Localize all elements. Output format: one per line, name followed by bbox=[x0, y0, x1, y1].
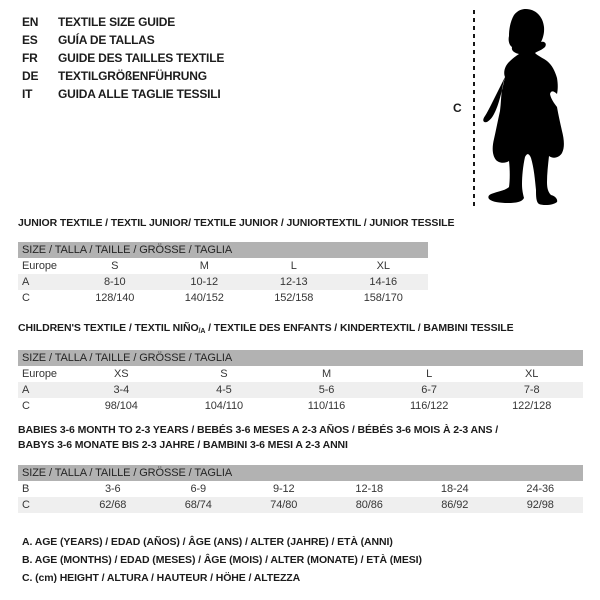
language-row-de bbox=[22, 67, 224, 85]
height-cell: 86/92 bbox=[441, 499, 469, 511]
table-row bbox=[18, 382, 583, 398]
height-cell: 68/74 bbox=[184, 499, 212, 511]
height-cell: 122/128 bbox=[512, 400, 552, 412]
height-cell: 92/98 bbox=[526, 499, 554, 511]
size-cell: L bbox=[426, 368, 433, 380]
age-cell: 9-12 bbox=[272, 483, 295, 495]
table-row bbox=[18, 258, 428, 274]
row-label: C bbox=[22, 400, 30, 412]
junior-size-header: SIZE / TALLA / TAILLE / GRÖSSE / TAGLIA bbox=[18, 242, 428, 258]
size-cell: M bbox=[321, 368, 332, 380]
height-cell: 110/116 bbox=[307, 400, 346, 412]
language-code: IT bbox=[22, 87, 33, 101]
children-section bbox=[18, 321, 583, 414]
age-cell: 3-6 bbox=[104, 483, 121, 495]
age-cell: 24-36 bbox=[526, 483, 555, 495]
row-label: A bbox=[22, 384, 30, 396]
age-cell: 18-24 bbox=[440, 483, 469, 495]
junior-section-title: JUNIOR TEXTILE / TEXTIL JUNIOR/ TEXTILE JUNIOR / JUNIORTEXTIL / JUNIOR TESSILE bbox=[18, 217, 455, 229]
language-guide-header bbox=[22, 13, 224, 103]
children-section-title bbox=[18, 321, 583, 339]
toddler-silhouette-icon bbox=[480, 0, 600, 220]
size-cell: XL bbox=[376, 260, 390, 272]
language-row-es bbox=[22, 31, 224, 49]
row-label: C bbox=[22, 292, 30, 304]
age-cell: 12-18 bbox=[355, 483, 384, 495]
language-code: FR bbox=[22, 51, 38, 65]
babies-section-title-line1: BABIES 3-6 MONTH TO 2-3 YEARS / BEBÉS 3-6 MESES A 2-3 AÑOS / BÉBÉS 3-6 MOIS À 2-3 ANS / bbox=[18, 424, 499, 436]
junior-size-table bbox=[18, 242, 428, 306]
height-measure-label: C bbox=[453, 101, 462, 115]
table-row bbox=[18, 497, 583, 513]
language-title: TEXTILE SIZE GUIDE bbox=[58, 15, 176, 29]
age-cell: 10-12 bbox=[190, 276, 219, 288]
age-cell: 8-10 bbox=[103, 276, 126, 288]
height-cell: 104/110 bbox=[204, 400, 244, 412]
junior-section bbox=[18, 216, 455, 306]
language-code: DE bbox=[22, 69, 39, 83]
size-cell: XL bbox=[525, 368, 539, 380]
age-cell: 7-8 bbox=[523, 384, 540, 396]
row-label: C bbox=[22, 499, 30, 511]
height-cell: 62/68 bbox=[99, 499, 127, 511]
language-title: TEXTILGRÖßENFÜHRUNG bbox=[58, 69, 207, 83]
language-title: GUIDA ALLE TAGLIE TESSILI bbox=[58, 87, 221, 101]
legend-footnotes bbox=[22, 533, 422, 587]
size-cell: M bbox=[199, 260, 209, 272]
table-row bbox=[18, 366, 583, 382]
size-cell: S bbox=[220, 368, 228, 380]
babies-size-table bbox=[18, 465, 583, 513]
height-measure-dashed-line bbox=[473, 10, 475, 208]
language-title: GUIDE DES TAILLES TEXTILE bbox=[58, 51, 225, 65]
table-row bbox=[18, 290, 428, 306]
babies-section-title-line2: BABYS 3-6 MONATE BIS 2-3 JAHRE / BAMBINI 3-6 MESI A 2-3 ANNI bbox=[18, 439, 348, 451]
age-cell: 3-4 bbox=[113, 384, 130, 396]
footnote-height-cm: C. (cm) HEIGHT / ALTURA / HAUTEUR / HÖHE / ALTEZZA bbox=[22, 572, 301, 584]
language-row-fr bbox=[22, 49, 224, 67]
size-cell: L bbox=[290, 260, 297, 272]
footnote-age-years: A. AGE (YEARS) / EDAD (AÑOS) / ÂGE (ANS) / ALTER (JAHRE) / ETÀ (ANNI) bbox=[22, 536, 393, 548]
row-label: Europe bbox=[22, 260, 57, 272]
table-row bbox=[18, 274, 428, 290]
language-code: ES bbox=[22, 33, 38, 47]
height-cell: 152/158 bbox=[274, 292, 314, 304]
size-cell: S bbox=[111, 260, 119, 272]
height-cell: 80/86 bbox=[355, 499, 383, 511]
size-cell: XS bbox=[114, 368, 129, 380]
height-cell: 158/170 bbox=[363, 292, 403, 304]
language-title: GUÍA DE TALLAS bbox=[58, 33, 155, 47]
children-title-prefix: CHILDREN'S TEXTILE / TEXTIL NIÑO bbox=[18, 322, 199, 334]
age-cell: 14-16 bbox=[369, 276, 398, 288]
language-row-en bbox=[22, 13, 224, 31]
age-cell: 6-9 bbox=[190, 483, 207, 495]
children-size-table bbox=[18, 350, 583, 414]
children-title-suffix: / TEXTILE DES ENFANTS / KINDERTEXTIL / BAMBINI TESSILE bbox=[205, 322, 514, 334]
height-cell: 140/152 bbox=[184, 292, 224, 304]
age-cell: 5-6 bbox=[318, 384, 335, 396]
babies-size-header: SIZE / TALLA / TAILLE / GRÖSSE / TAGLIA bbox=[18, 465, 583, 481]
footnote-age-months: B. AGE (MONTHS) / EDAD (MESES) / ÂGE (MOIS) / ALTER (MONATE) / ETÀ (MESI) bbox=[22, 554, 422, 566]
children-size-header: SIZE / TALLA / TAILLE / GRÖSSE / TAGLIA bbox=[18, 350, 583, 366]
age-cell: 4-5 bbox=[216, 384, 232, 396]
table-row bbox=[18, 481, 583, 497]
row-label: B bbox=[22, 483, 30, 495]
language-code: EN bbox=[22, 15, 39, 29]
height-cell: 116/122 bbox=[409, 400, 449, 412]
height-cell: 98/104 bbox=[104, 400, 138, 412]
age-cell: 12-13 bbox=[279, 276, 308, 288]
table-row bbox=[18, 398, 583, 414]
height-cell: 74/80 bbox=[270, 499, 298, 511]
language-row-it bbox=[22, 85, 224, 103]
children-title-subscript: /A bbox=[198, 328, 206, 335]
row-label: A bbox=[22, 276, 30, 288]
row-label: Europe bbox=[22, 368, 57, 380]
babies-section bbox=[18, 423, 583, 513]
height-cell: 128/140 bbox=[95, 292, 135, 304]
age-cell: 6-7 bbox=[421, 384, 437, 396]
